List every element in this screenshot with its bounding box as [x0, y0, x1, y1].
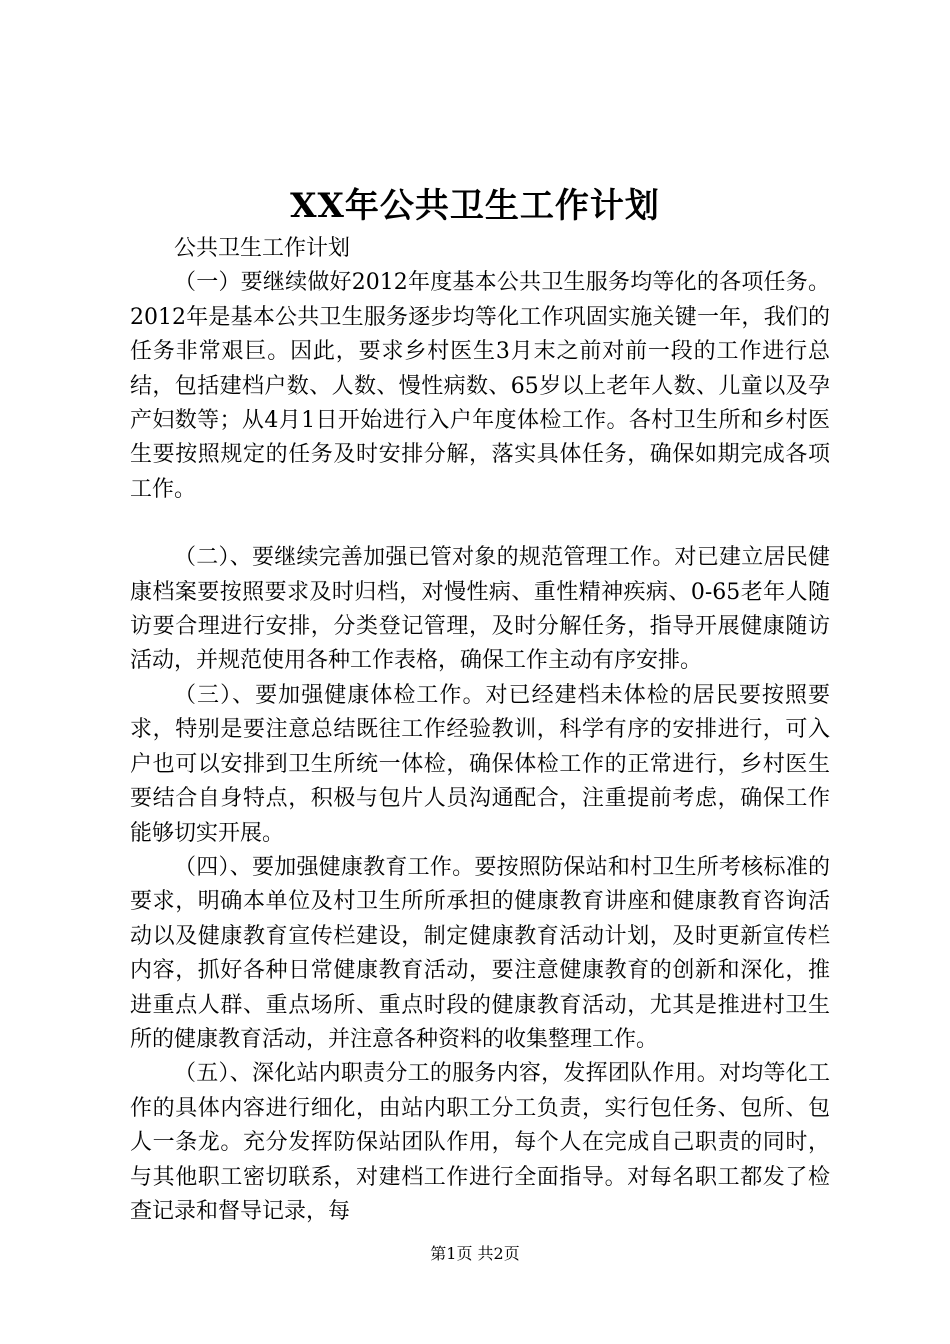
page-footer: 第1页 共2页 — [430, 1244, 520, 1263]
document-title: XX年公共卫生工作计划 — [290, 186, 660, 226]
document-subtitle: 公共卫生工作计划 — [174, 236, 351, 261]
paragraph-5: （五）、深化站内职责分工的服务内容，发挥团队作用。对均等化工作的具体内容进行细化，由站内职工分工负责，实行包任务、包所、包人一条龙。充分发挥防保站团队作用，每个人在完成自己职责的同时，与其他职工密切联系，对建档工作进行全面指导。对每名职工都发了检查记录和督导记录，每 — [130, 1061, 830, 1224]
document-body — [130, 232, 830, 1229]
paragraph-4: （四）、要加强健康教育工作。要按照防保站和村卫生所考核标准的要求，明确本单位及村卫生所所承担的健康教育讲座和健康教育咨询活动以及健康教育宣传栏建设，制定健康教育活动计划，及时更新宣传栏内容，抓好各种日常健康教育活动，要注意健康教育的创新和深化，推进重点人群、重点场所、重点时段的健康教育活动，尤其是推进村卫生所的健康教育活动，并注意各种资料的收集整理工作。 — [130, 854, 830, 1052]
paragraph-3: （三）、要加强健康体检工作。对已经建档未体检的居民要按照要求，特别是要注意总结既往工作经验教训，科学有序的安排进行，可入户也可以安排到卫生所统一体检，确保体检工作的正常进行，乡村医生要结合自身特点，积极与包片人员沟通配合，注重提前考虑，确保工作能够切实开展。 — [130, 682, 830, 846]
paragraph-1: （一）要继续做好2012年度基本公共卫生服务均等化的各项任务。2012年是基本公共卫生服务逐步均等化工作巩固实施关键一年，我们的任务非常艰巨。因此，要求乡村医生3月末之前对前一段的工作进行总结，包括建档户数、人数、慢性病数、65岁以上老年人数、儿童以及孕产妇数等；从4月1日开始进行入户年度体检工作。各村卫生所和乡村医生要按照规定的任务及时安排分解，落实具体任务，确保如期完成各项工作。 — [130, 270, 830, 502]
paragraph-2: （二）、要继续完善加强已管对象的规范管理工作。对已建立居民健康档案要按照要求及时归档，对慢性病、重性精神疾病、0-65老年人随访要合理进行安排，分类登记管理，及时分解任务，指导开展健康随访活动，并规范使用各种工作表格，确保工作主动有序安排。 — [130, 545, 830, 674]
